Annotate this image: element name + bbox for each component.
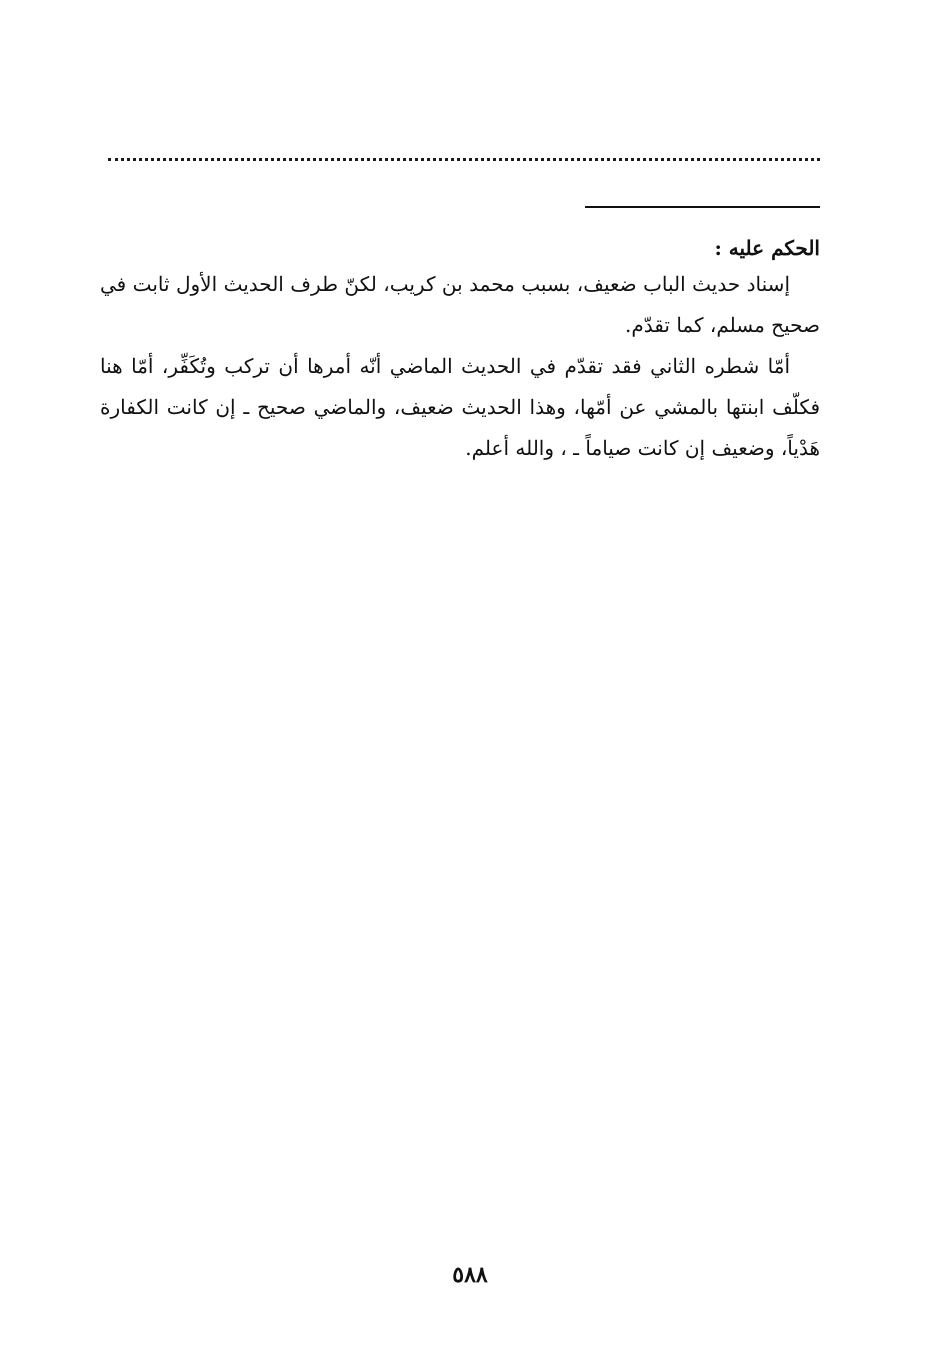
section-rule [585, 206, 820, 208]
paragraph-isnad: إسناد حديث الباب ضعيف، بسبب محمد بن كريب، لكنّ طرف الحديث الأول ثابت في صحيح مسلم، كما تقدّم. [100, 272, 820, 337]
main-text [100, 232, 820, 469]
section-heading: الحكم عليه : [714, 236, 820, 260]
paragraph-second-part: أمّا شطره الثاني فقد تقدّم في الحديث الماضي أنّه أمرها أن تركب وتُكَفِّر، أمّا هنا فكلّف ابنتها بالمشي عن أمّها، وهذا الحديث ضعيف، والماضي صحيح ـ إن كانت الكفارة هَدْياً، وضعيف إن كانت صياماً ـ ، والله أعلم. [100, 354, 820, 460]
dotted-separator [108, 158, 820, 161]
page-number: ٥٨٨ [452, 1262, 488, 1288]
